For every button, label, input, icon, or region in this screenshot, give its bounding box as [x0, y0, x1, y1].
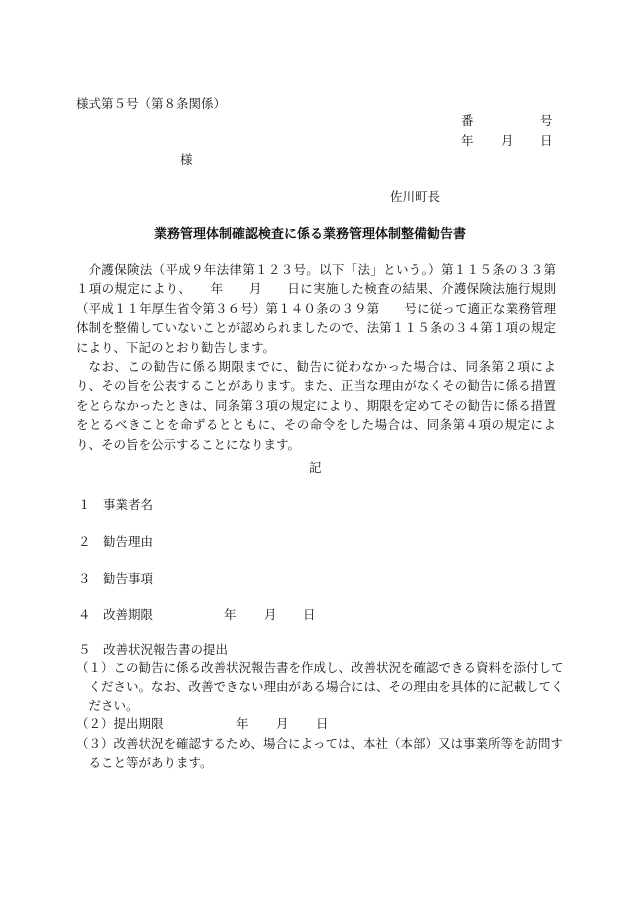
item-recommendation-matters: ３ 勧告事項 [78, 571, 154, 586]
date-month-label: 月 [501, 133, 514, 148]
document-number-label: 番 [461, 113, 474, 128]
deadline-month-label: 月 [264, 607, 277, 622]
submission-year-label: 年 [236, 716, 249, 731]
sub-item-1: （１）この勧告に係る改善状況報告書を作成し、改善状況を確認できる資料を添付してください。なお、改善できない理由がある場合には、その理由を具体的に記載してください。 [76, 660, 564, 714]
body-paragraph-2: なお、この勧告に係る期限までに、勧告に従わなかった場合は、同条第２項により、その旨を公表することがあります。また、正当な理由がなくその勧告に係る措置をとらなかったときは、同条第３項の規定により、期限を定めてその勧告に係る措置をとるべきことを命ずるとともに、その命令をした場合は、同条第４項の規定により、その旨を公示することになります。 [76, 359, 556, 452]
document-title: 業務管理体制確認検査に係る業務管理体制整備勧告書 [154, 227, 467, 242]
document-number-suffix: 号 [540, 113, 553, 128]
submission-month-label: 月 [276, 716, 289, 731]
submission-day-label: 日 [316, 716, 329, 731]
sub-item-3: （３）改善状況を確認するため、場合によっては、本社（本部）又は事業所等を訪問すること等があります。 [76, 736, 564, 771]
item-recommendation-reason: ２ 勧告理由 [78, 534, 154, 549]
deadline-day-label: 日 [303, 607, 316, 622]
ki-heading: 記 [309, 460, 322, 475]
addressee-suffix: 様 [180, 152, 193, 167]
date-day-label: 日 [540, 133, 553, 148]
item-business-name: １ 事業者名 [78, 497, 154, 512]
item-improvement-deadline: ４ 改善期限 [78, 607, 154, 622]
date-year-label: 年 [461, 133, 474, 148]
item-report-submission: ５ 改善状況報告書の提出 [78, 642, 229, 657]
sub-item-2-label: （２）提出期限 [76, 716, 164, 731]
form-number: 様式第５号（第８条関係） [76, 96, 227, 111]
deadline-year-label: 年 [224, 607, 237, 622]
issuer: 佐川町長 [390, 189, 441, 204]
body-paragraph-1: 介護保険法（平成９年法律第１２３号。以下「法」という。）第１１５条の３３第１項の規定により、 年 月 日に実施した検査の結果、介護保険法施行規則（平成１１年厚生省令第３６号）第１４０条の３９第 号に従って適正な業務管理体制を整備していないことが認められましたので、法第１１５条の３４第１項の規定により、下記のとおり勧告します。 [76, 262, 556, 355]
